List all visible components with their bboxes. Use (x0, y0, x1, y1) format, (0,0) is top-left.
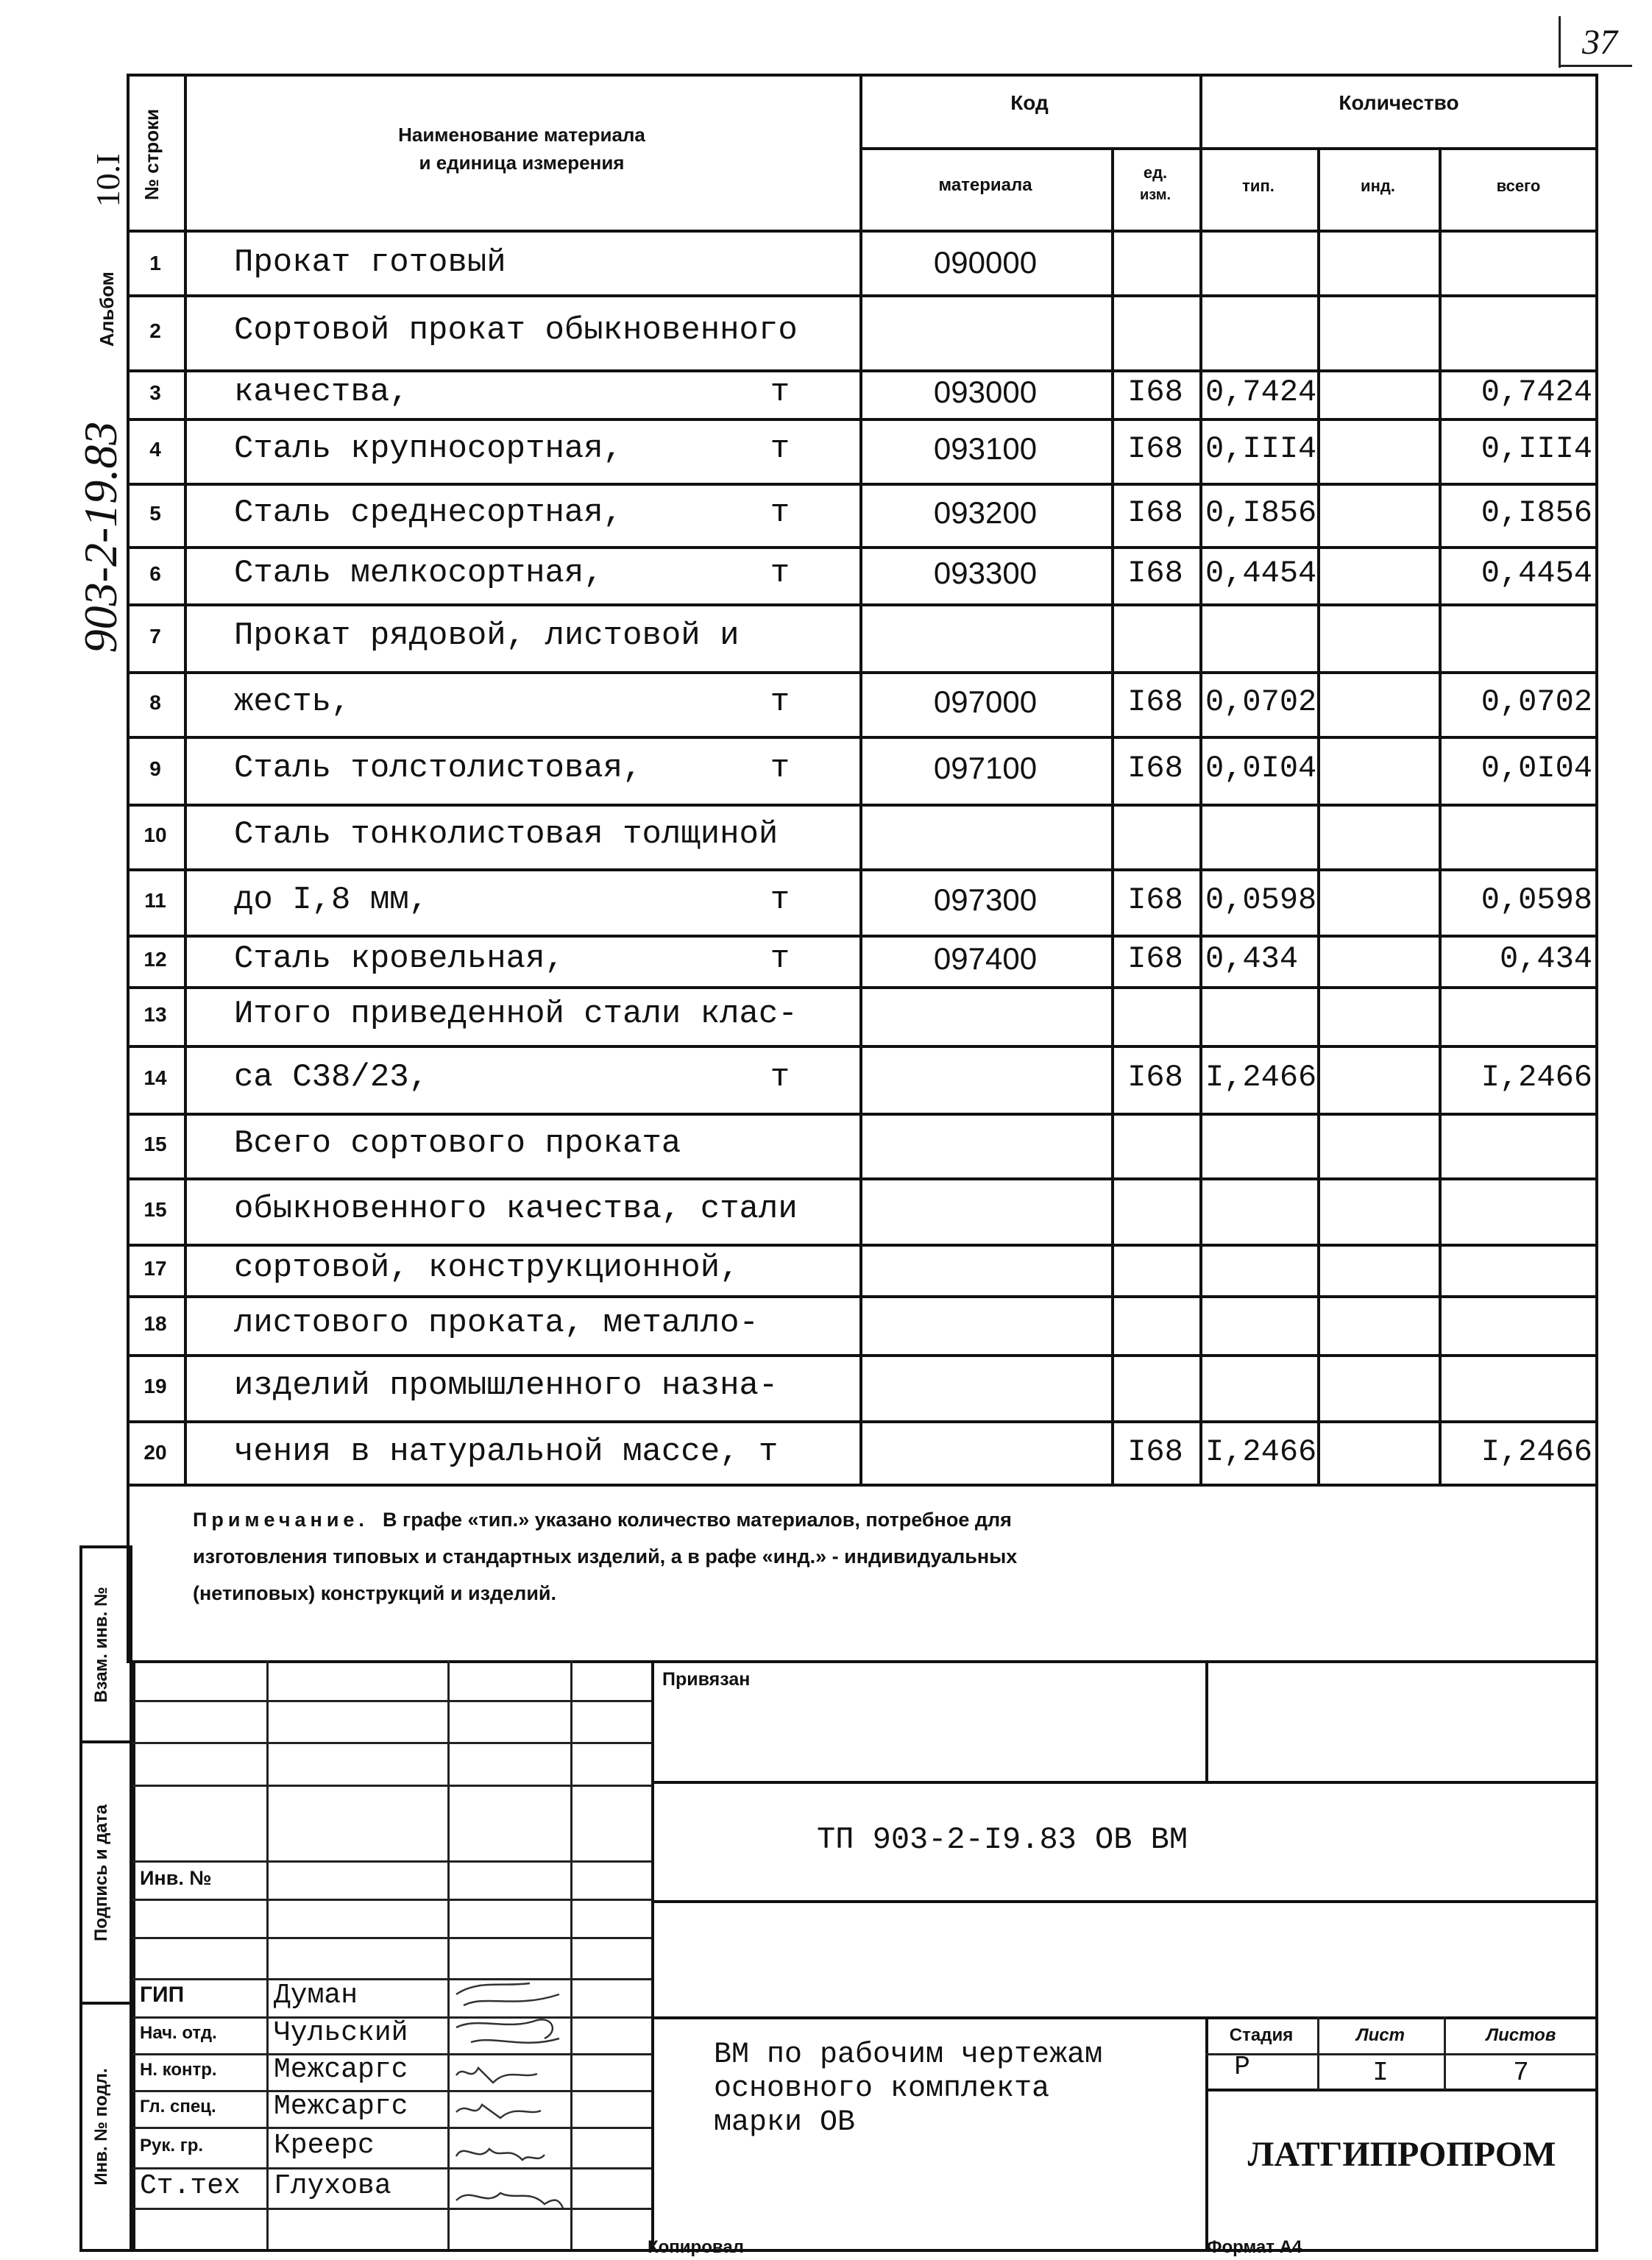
row-number: 15 (143, 1197, 167, 1221)
row-qty-total: I,2466 (1481, 1434, 1592, 1470)
stamp-privyazan-divider (1205, 1660, 1208, 1784)
row-qty-typ: I,2466 (1205, 1434, 1317, 1470)
row-rule (127, 804, 1598, 807)
stamp-bottom-rule (132, 2249, 1598, 2252)
note-label: Примечание. (193, 1509, 369, 1531)
album-label: Альбом (96, 271, 118, 347)
stamp-grid-h5 (132, 1899, 651, 1901)
row-number: 5 (149, 501, 161, 525)
stamp-grid-h4 (132, 1860, 651, 1863)
row-number: 20 (143, 1440, 167, 1464)
row-qty-total: I,2466 (1481, 1059, 1592, 1095)
row-unit-code: I68 (1127, 431, 1183, 467)
header-row-no: № строки (141, 108, 163, 201)
row-material-name: обыкновенного качества, стали (234, 1190, 798, 1228)
row-material-name: Итого приведенной стали клас- (234, 995, 798, 1032)
margin-rule-1 (79, 1740, 132, 1743)
page-number: 37 (1582, 23, 1617, 62)
row-number: 14 (143, 1066, 167, 1089)
stamp-sheets-label: Листов (1486, 2025, 1556, 2045)
row-rule (127, 1420, 1598, 1423)
row-unit-code: I68 (1127, 555, 1183, 591)
stamp-grid-v4 (651, 1660, 654, 2249)
header-ind: инд. (1361, 177, 1395, 195)
note-line2: изготовления типовых и стандартных изделий, а в рафе «инд.» - индивидуальных (193, 1545, 1018, 1568)
row-qty-typ: 0,I856 (1205, 495, 1317, 531)
stamp-title-line1: ВМ по рабочим чертежам (714, 2038, 1103, 2072)
stamp-right-rule-3 (651, 2016, 1598, 2019)
row-material-name: чения в натуральной массе, т (234, 1433, 779, 1470)
row-material-name: Сталь мелкосортная, (234, 554, 603, 592)
row-number: 4 (149, 437, 161, 461)
row-rule (127, 1113, 1598, 1116)
row-number: 11 (144, 888, 166, 912)
row-unit-code: I68 (1127, 1434, 1183, 1470)
row-qty-typ: 0,0598 (1205, 882, 1317, 918)
row-unit-letter: т (770, 373, 790, 411)
stamp-right-rule-2 (651, 1900, 1598, 1903)
handwritten-signatures (449, 1980, 570, 2252)
header-code: Код (1010, 91, 1049, 114)
row-qty-typ: 0,7424 (1205, 374, 1317, 410)
row-unit-code: I68 (1127, 495, 1183, 531)
row-number: 9 (149, 757, 161, 780)
row-rule (127, 546, 1598, 549)
row-number: 3 (149, 380, 161, 404)
signature-role: Ст.тех (140, 2169, 241, 2202)
row-material-code: 090000 (933, 244, 1038, 280)
stamp-title-line2: основного комплекта (714, 2072, 1050, 2105)
stamp-grid-v1 (266, 1660, 269, 2249)
row-material-code: 097400 (933, 941, 1038, 976)
row-unit-letter: т (770, 940, 790, 977)
header-typ: тип. (1242, 177, 1275, 195)
signature-role: Нач. отд. (140, 2023, 217, 2043)
row-unit-letter: т (770, 683, 790, 720)
row-unit-code: I68 (1127, 374, 1183, 410)
stamp-sheet-label: Лист (1356, 2025, 1405, 2045)
row-material-code: 097000 (933, 684, 1038, 719)
stamp-grid-h2 (132, 1742, 651, 1744)
row-qty-typ: I,2466 (1205, 1059, 1317, 1095)
margin-inv-podl-label: Инв. № подл. (91, 2068, 111, 2186)
row-material-name: Сортовой прокат обыкновенного (234, 311, 798, 349)
row-rule (127, 603, 1598, 606)
header-quantity: Количество (1339, 91, 1459, 114)
row-number: 18 (143, 1311, 167, 1335)
header-name-line2: и единица измерения (419, 152, 625, 174)
row-material-name: Всего сортового проката (234, 1124, 681, 1162)
row-number: 12 (143, 947, 167, 971)
col-rule-ind (1439, 147, 1442, 1487)
stamp-title-line3: марки ОВ (714, 2106, 856, 2139)
row-material-name: жесть, (234, 683, 351, 720)
row-rule (127, 1177, 1598, 1180)
stamp-sheets-value: 7 (1513, 2058, 1529, 2088)
row-material-name: Сталь среднесортная, (234, 494, 623, 531)
row-rule (127, 483, 1598, 486)
row-material-name: са С38/23, (234, 1058, 429, 1096)
stamp-org: ЛАТГИПРОПРОМ (1247, 2135, 1556, 2174)
header-material: материала (938, 175, 1032, 195)
page-corner-line-h (1559, 65, 1632, 67)
row-material-code: 093000 (933, 374, 1038, 409)
row-number: 10 (143, 823, 167, 846)
signature-role: Гл. спец. (140, 2097, 216, 2116)
row-material-code: 093100 (933, 431, 1038, 466)
header-unit-line1: ед. (1143, 163, 1168, 182)
stamp-top-rule (132, 1660, 1598, 1663)
row-material-name: Сталь толстолистовая, (234, 749, 642, 787)
row-qty-total: 0,434 (1499, 941, 1592, 977)
footer-format: Формат А4 (1207, 2237, 1302, 2257)
row-material-code: 093300 (933, 555, 1038, 590)
stamp-inv-no: Инв. № (140, 1867, 212, 1889)
signature-role: Рук. гр. (140, 2135, 204, 2155)
stamp-grid-h13 (132, 2208, 651, 2210)
row-rule (127, 986, 1598, 989)
row-material-name: Прокат готовый (234, 244, 506, 281)
row-unit-letter: т (770, 494, 790, 531)
row-qty-typ: 0,434 (1205, 941, 1299, 977)
col-rule-no (184, 74, 187, 1487)
margin-rule-2 (79, 2002, 132, 2005)
row-material-name: сортовой, конструкционной, (234, 1249, 740, 1286)
row-number: 13 (143, 1002, 167, 1026)
row-rule (127, 868, 1598, 871)
row-number: 19 (143, 1374, 167, 1398)
row-number: 17 (143, 1256, 167, 1280)
note-line3: (нетиповых) конструкций и изделий. (193, 1582, 557, 1604)
row-qty-total: 0,0I04 (1481, 750, 1592, 786)
row-material-name: до I,8 мм, (234, 881, 429, 918)
stamp-sheet-value: I (1372, 2058, 1389, 2088)
row-qty-typ: 0,4454 (1205, 555, 1317, 591)
signature-role: ГИП (140, 1983, 185, 2007)
row-material-code: 093200 (933, 495, 1038, 530)
row-rule (127, 1045, 1598, 1048)
row-unit-letter: т (770, 749, 790, 787)
row-material-name: листового проката, металло- (234, 1304, 759, 1342)
row-material-name: качества, (234, 373, 409, 411)
row-number: 8 (149, 690, 161, 714)
row-rule (127, 369, 1598, 372)
signature-name: Межсаргс (274, 2054, 408, 2086)
page-corner-line (1559, 16, 1561, 68)
row-unit-letter: т (770, 554, 790, 592)
row-material-name: изделий промышленного назна- (234, 1367, 779, 1404)
row-qty-total: 0,7424 (1481, 374, 1592, 410)
col-rule-unit (1199, 74, 1202, 1487)
margin-podpis-label: Подпись и дата (91, 1804, 111, 1941)
stamp-grid-h1 (132, 1700, 651, 1702)
stamp-privyazan: Привязан (662, 1669, 751, 1690)
row-rule (127, 294, 1598, 297)
header-total: всего (1496, 177, 1541, 195)
header-mid-rule (859, 147, 1598, 150)
stamp-grid-h6 (132, 1937, 651, 1939)
row-unit-code: I68 (1127, 941, 1183, 977)
row-qty-total: 0,4454 (1481, 555, 1592, 591)
row-number: 6 (149, 562, 161, 585)
row-rule (127, 671, 1598, 674)
row-unit-letter: т (770, 430, 790, 467)
row-qty-total: 0,0598 (1481, 882, 1592, 918)
row-unit-code: I68 (1127, 750, 1183, 786)
stamp-stage-rule-2 (1205, 2089, 1598, 2091)
row-qty-typ: 0,III4 (1205, 431, 1317, 467)
footer-copied: Копировал (648, 2237, 744, 2257)
row-rule (127, 935, 1598, 938)
row-rule (127, 1244, 1598, 1247)
row-number: 2 (149, 319, 161, 342)
row-qty-typ: 0,0I04 (1205, 750, 1317, 786)
row-material-name: Прокат рядовой, листовой и (234, 617, 740, 654)
stamp-doc-code: ТП 903-2-I9.83 ОВ ВМ (817, 1822, 1188, 1857)
row-number: 15 (143, 1132, 167, 1155)
row-unit-code: I68 (1127, 684, 1183, 720)
stamp-grid-h3 (132, 1785, 651, 1787)
stamp-left-rule (132, 1660, 135, 2252)
project-code: 903-2-19.83 (74, 421, 127, 653)
row-qty-total: 0,I856 (1481, 495, 1592, 531)
row-rule (127, 1354, 1598, 1357)
row-qty-typ: 0,0702 (1205, 684, 1317, 720)
row-unit-code: I68 (1127, 882, 1183, 918)
col-rule-typ (1317, 147, 1320, 1487)
signature-name: Чульский (274, 2017, 408, 2049)
row-rule (127, 418, 1598, 421)
stamp-right-rule-1 (651, 1781, 1598, 1784)
stamp-stage-value: Р (1234, 2052, 1250, 2082)
row-number: 1 (149, 251, 161, 274)
row-qty-total: 0,III4 (1481, 431, 1592, 467)
stamp-grid-v3 (570, 1660, 572, 2249)
row-rule (127, 1295, 1598, 1298)
row-number: 7 (149, 624, 161, 648)
stamp-grid-h11 (132, 2127, 651, 2129)
margin-vzam-label: Взам. инв. № (91, 1587, 111, 1703)
row-qty-total: 0,0702 (1481, 684, 1592, 720)
signature-name: Крееpс (274, 2129, 375, 2161)
row-material-code: 097300 (933, 882, 1038, 917)
row-unit-letter: т (770, 881, 790, 918)
col-rule-code (1111, 147, 1114, 1487)
row-material-name: Сталь крупносортная, (234, 430, 623, 467)
signature-role: Н. контр. (140, 2060, 217, 2080)
signature-name: Межсаргс (274, 2091, 408, 2122)
header-name-line1: Наименование материала (398, 124, 645, 146)
note-line1: В графе «тип.» указано количество материалов, потребное для (383, 1509, 1012, 1531)
row-unit-letter: т (770, 1058, 790, 1096)
row-material-code: 097100 (933, 750, 1038, 785)
row-material-name: Сталь кровельная, (234, 940, 564, 977)
stamp-grid-h7 (132, 1978, 651, 1980)
row-material-name: Сталь тонколистовая толщиной (234, 815, 779, 853)
signature-name: Думан (274, 1980, 358, 2011)
signature-name: Глухова (274, 2169, 391, 2202)
header-unit-line2: изм. (1139, 187, 1171, 203)
album-number: 10.I (89, 153, 127, 208)
stamp-stage-label: Стадия (1229, 2025, 1294, 2045)
header-bottom-rule (127, 230, 1598, 233)
row-rule (127, 736, 1598, 739)
row-unit-code: I68 (1127, 1059, 1183, 1095)
